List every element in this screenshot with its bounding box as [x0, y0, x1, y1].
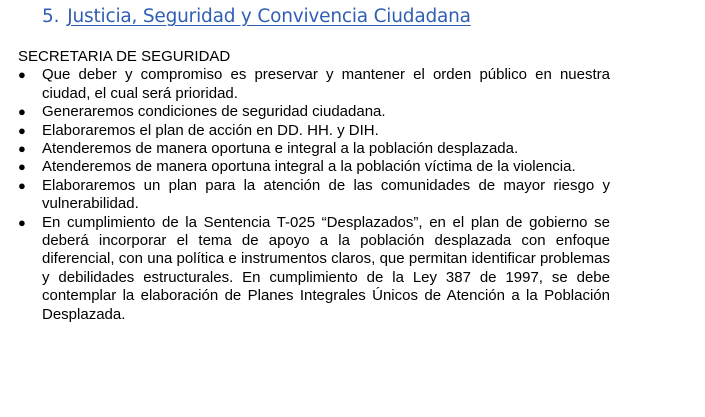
bullet-icon: ●	[18, 159, 26, 175]
section-body	[18, 48, 610, 324]
list-item-text: Atenderemos de manera oportuna e integral a la población desplazada.	[42, 140, 519, 158]
secretaria-label: SECRETARIA DE SEGURIDAD	[18, 48, 231, 65]
section-heading	[42, 6, 471, 27]
list-item-text: Elaboraremos el plan de acción en DD. HH. y DIH.	[42, 121, 379, 139]
list-item	[18, 158, 610, 176]
bullet-icon: ●	[18, 177, 26, 193]
bullet-icon: ●	[18, 104, 26, 120]
list-item-text: Que deber y compromiso es preservar y mantener el orden público en nuestra ciudad, el cual será prioridad.	[42, 66, 610, 102]
list-item	[18, 214, 610, 324]
list-item	[18, 103, 610, 121]
section-title: Justicia, Seguridad y Convivencia Ciudadana	[67, 6, 471, 27]
bullet-list	[18, 66, 610, 324]
bullet-icon: ●	[18, 141, 26, 157]
list-item-text: Elaboraremos un plan para la atención de las comunidades de mayor riesgo y vulnerabilidad.	[42, 176, 610, 213]
list-item	[18, 140, 610, 158]
list-item	[18, 66, 610, 103]
bullet-icon: ●	[18, 67, 26, 83]
list-item-text: Generaremos condiciones de seguridad ciudadana.	[42, 103, 386, 121]
list-item-text: En cumplimiento de la Sentencia T-025 “Desplazados”, en el plan de gobierno se deberá incorporar el tema de apoyo a la población desplazada con enfoque diferencial, con una política e instrumentos claros, que permitan identificar problemas y debilidades estructurales. En cumplimiento de la Ley 387 de 1997, se debe contemplar la elaboración de Planes Integrales Únicos de Atención a la Población Desplazada.	[42, 213, 610, 323]
list-item-text: Atenderemos de manera oportuna integral a la población víctima de la violencia.	[42, 158, 576, 176]
section-number: 5.	[42, 6, 60, 27]
bullet-icon: ●	[18, 122, 26, 138]
list-item	[18, 122, 610, 140]
list-item	[18, 177, 610, 214]
bullet-icon: ●	[18, 214, 26, 230]
